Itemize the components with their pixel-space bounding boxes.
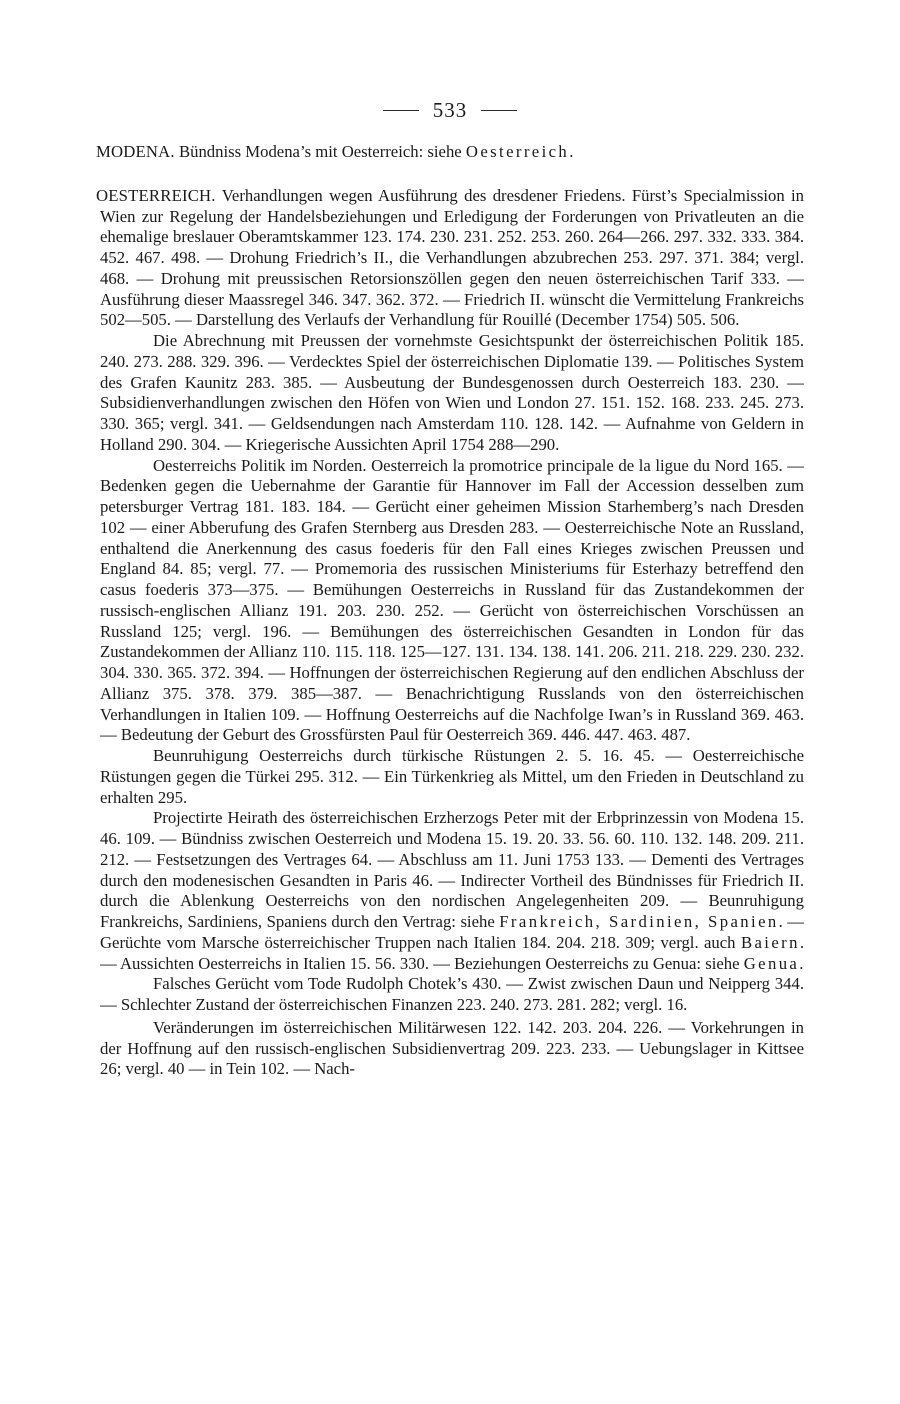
index-content bbox=[96, 142, 805, 1080]
entry-modena bbox=[96, 142, 804, 163]
cross-reference-baiern: Baiern bbox=[740, 932, 800, 952]
paragraph-modena bbox=[100, 808, 804, 974]
paragraph-modena-text-b: . — Gerüchte vom Marsche österreichischer Truppen nach Italien 184. 204. 218. 309; vergl. auch bbox=[100, 912, 804, 952]
paragraph-tuerkei: Beunruhigung Oesterreichs durch türkische Rüstungen 2. 5. 16. 45. — Oesterreichische Rüstungen gegen die Türkei 295. 312. — Ein Türkenkrieg als Mittel, um den Frieden in Deutschland zu erhalten 295. bbox=[100, 746, 804, 807]
page-number: 533 bbox=[432, 98, 468, 122]
header-rule-right bbox=[481, 110, 517, 111]
entry-text-modena: Bündniss Modena’s mit Oesterreich: siehe bbox=[178, 142, 462, 161]
paragraph-modena-text-c: . — Aussichten Oesterreichs in Italien 15. 56. 330. — Beziehungen Oesterreichs zu Genua: siehe bbox=[100, 932, 805, 973]
paragraph-chotek: Falsches Gerücht vom Tode Rudolph Chotek’s 430. — Zwist zwischen Daun und Neipperg 344. — Schlechter Zustand der österreichischen Finanzen 223. 240. 273. 281. 282; vergl. 16. bbox=[100, 974, 804, 1014]
entry-text-modena-end: . bbox=[569, 142, 574, 161]
cross-reference-oesterreich: Oesterreich bbox=[465, 142, 570, 161]
entry-oesterreich bbox=[96, 185, 805, 331]
entry-head-oesterreich: OESTERREICH. bbox=[96, 185, 216, 205]
page-header bbox=[0, 98, 900, 123]
cross-reference-frankreich-sardinien-spanien: Frankreich, Sardinien, Spanien bbox=[499, 912, 779, 931]
cross-reference-genua: Genua bbox=[743, 953, 800, 973]
entry-head-modena: MODENA. bbox=[96, 142, 175, 161]
paragraph-abrechnung: Die Abrechnung mit Preussen der vornehmste Gesichtspunkt der österreichischen Politik 185. 240. 273. 288. 329. 396. — Verdecktes Spiel der österreichischen Diplomatie 139. — Politisches System des Grafen Kaunitz 283. 385. — Ausbeutung der Bundesgenossen durch Oesterreich 183. 230. — Subsidienverhandlungen zwischen den Höfen von Wien und London 27. 151. 152. 168. 233. 245. 273. 330. 365; vergl. 341. — Geldsendungen nach Amsterdam 110. 128. 142. — Aufnahme von Geldern in Holland 290. 304. — Kriegerische Aussichten April 1754 288—290. bbox=[100, 331, 804, 454]
paragraph-modena-text-d: . bbox=[799, 953, 804, 973]
paragraph-modena-text-a: Projectirte Heirath des österreichischen Erzherzogs Peter mit der Erbprinzessin von Modena 15. 46. 109. — Bündniss zwischen Oesterreich und Modena 15. 19. 20. 33. 56. 60. 110. 132. 148. 209. 211. 212. — Festsetzungen des Vertrages 64. — Abschluss am 11. Juni 1753 133. — Dementi des Vertrages durch den modenesischen Gesandten in Paris 46. — Indirecter Vortheil des Bündnisses für Friedrich II. durch die Ablenkung Oesterreichs von den nordischen Angelegenheiten 209. — Beunruhigung Frankreichs, Sardiniens, Spaniens durch den Vertrag: siehe bbox=[100, 808, 804, 931]
entry-text-oesterreich: Verhandlungen wegen Ausführung des dresdener Friedens. Fürst’s Specialmission in Wien zur Regelung der Handelsbeziehungen und Erledigung der Forderungen von Privatleuten an die ehemalige breslauer Oberamtskammer 123. 174. 230. 231. 252. 253. 260. 264—266. 297. 332. 333. 384. 452. 467. 498. — Drohung Friedrich’s II., die Verhandlungen abzubrechen 253. 297. 371. 384; vergl. 468. — Drohung mit preussischen Retorsionszöllen gegen den neuen österreichischen Tarif 333. — Ausführung dieser Maassregel 346. 347. 362. 372. — Friedrich II. wünscht die Vermittelung Frankreichs 502—505. — Darstellung des Verlaufs der Verhandlung für Rouillé (December 1754) 505. 506. bbox=[100, 185, 805, 330]
paragraph-militaerwesen: Veränderungen im österreichischen Militärwesen 122. 142. 203. 204. 226. — Vorkehrungen in der Hoffnung auf den russisch-englischen Subsidienvertrag 209. 223. 233. — Uebungslager in Kittsee 26; vergl. 40 — in Tein 102. — Nach- bbox=[100, 1017, 804, 1079]
paragraph-politik-im-norden: Oesterreichs Politik im Norden. Oesterreich la promotrice principale de la ligue du Nord 165. — Bedenken gegen die Uebernahme der Garantie für Hannover im Fall der Accession desselben zum petersburger Vertrag 181. 183. 184. — Gerücht einer geheimen Mission Starhemberg’s nach Dresden 102 — einer Abberufung des Grafen Sternberg aus Dresden 283. — Oesterreichische Note an Russland, enthaltend die Anerkennung des casus foederis für den Fall eines Krieges zwischen Preussen und England 84. 85; vergl. 77. — Promemoria des russischen Ministeriums für Esterhazy betreffend den casus foederis 373—375. — Bemühungen Oesterreichs in Russland für das Zustandekommen der russisch-englischen Allianz 191. 203. 230. 252. — Gerücht von österreichischen Vorschüssen an Russland 125; vergl. 196. — Bemühungen des österreichischen Gesandten in London für das Zustandekommen der Allianz 110. 115. 118. 125—127. 131. 134. 138. 141. 206. 211. 218. 229. 230. 232. 304. 330. 365. 372. 394. — Hoffnungen der österreichischen Regierung auf den endlichen Abschluss der Allianz 375. 378. 379. 385—387. — Benachrichtigung Russlands von den österreichischen Verhandlungen in Italien 109. — Hoffnung Oesterreichs auf die Nachfolge Iwan’s in Russland 369. 463. — Bedeutung der Geburt des Grossfürsten Paul für Oesterreich 369. 446. 447. 463. 487. bbox=[100, 455, 804, 745]
header-rule-left bbox=[383, 110, 419, 111]
